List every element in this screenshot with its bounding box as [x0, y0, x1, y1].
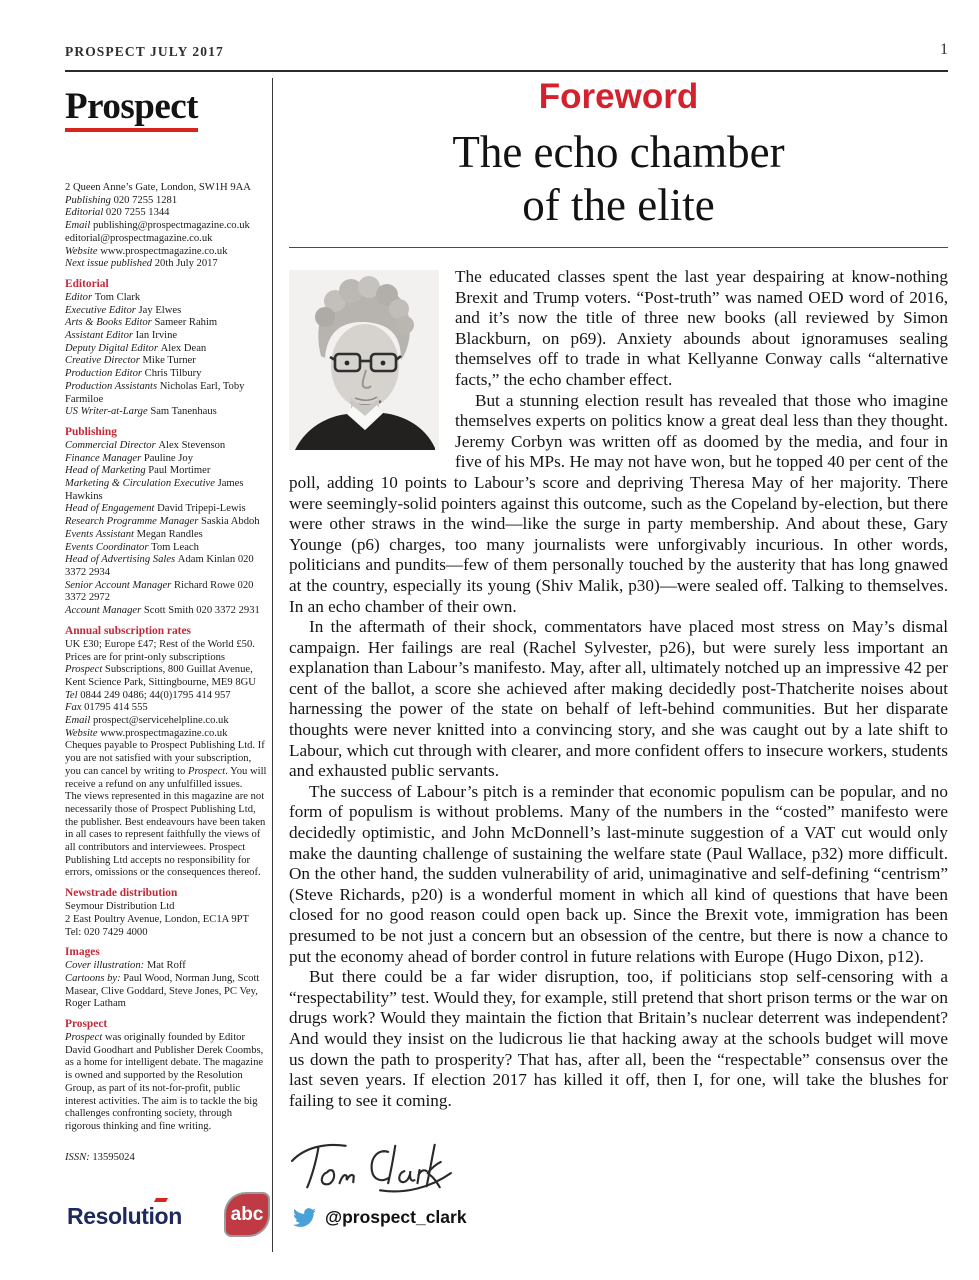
masthead-section	[65, 625, 269, 880]
masthead-line: Website www.prospectmagazine.co.uk	[65, 245, 228, 257]
masthead-line: Senior Account Manager Richard Rowe 020 3372 2972	[65, 579, 254, 604]
masthead-line: Arts & Books Editor Sameer Rahim	[65, 317, 218, 329]
masthead-line: Tel: 020 7429 4000	[65, 926, 148, 938]
masthead-line: Events Coordinator Tom Leach	[65, 541, 199, 553]
article-paragraph: In the aftermath of their shock, commentators have placed most stress on May’s dismal campaign. Her failings are real (Rachel Sylvester, p26), but were surely less important an explanation than Labour’s manifesto. May, after all, ultimately notched up an impressive 42 per cent of the ballot, a score she achieved after making decidedly post-Thatcherite noises about harnessing the power of the state on behalf of left-behind communities. But her disparate thoughts were never knitted into a convincing story, and she was caught out by a late shift to Labour, which cut through with clearer, and more confident offers to insecure workers, students and exhausted public servants.	[289, 617, 948, 781]
masthead-line: Editorial 020 7255 1344	[65, 207, 170, 219]
resolution-accent-mark	[153, 1198, 167, 1202]
abc-logo	[224, 1192, 270, 1237]
masthead-line: Executive Editor Jay Elwes	[65, 304, 182, 316]
masthead-section	[65, 946, 269, 1011]
signature-strokes	[289, 1134, 461, 1196]
masthead-line: Creative Director Mike Turner	[65, 355, 196, 367]
page-number: 1	[940, 41, 948, 58]
masthead-section	[65, 278, 269, 419]
masthead-line: ISSN: 13595024	[65, 1151, 135, 1163]
masthead-line: Email publishing@prospectmagazine.co.uk	[65, 220, 250, 232]
masthead-column	[65, 88, 269, 1164]
twitter-icon	[293, 1206, 316, 1229]
twitter-handle[interactable]: @prospect_clark	[325, 1207, 467, 1227]
twitter-row	[293, 1206, 467, 1229]
running-header: PROSPECT JULY 2017	[65, 44, 224, 59]
masthead-line: Cover illustration: Mat Roff	[65, 960, 186, 972]
article-title-line2: of the elite	[522, 180, 715, 230]
masthead-section-heading: Prospect	[65, 1018, 108, 1031]
masthead-line: Production Assistants Nicholas Earl, Toby Farmiloe	[65, 380, 245, 405]
masthead-sections	[65, 182, 269, 1164]
header-rule	[65, 70, 948, 72]
masthead-line: Research Programme Manager Saskia Abdoh	[65, 516, 260, 528]
article-paragraph: But there could be a far wider disruption, too, if politicians stop self-censoring with a “respectability” test. Would they, for example, still pretend that short prison terms or the war on drugs work? Would they maintain the fiction that Britain’s nuclear deterrent was independent? And would they insist on the ludicrous lie that hacking away at the schools budget will move us down the path to prosperity? That has, after all, been the “respectable” consensus over the last seven years. If election 2017 has killed it off, then I, for one, will take the blushes for failing to see it coming.	[289, 967, 948, 1110]
masthead-line: The views represented in this magazine are not necessarily those of Prospect Publishing Ltd, the publisher. Best endeavours have been taken in all cases to represent faithfully the views of all contributors and interviewees. Prospect Publishing Ltd accepts no responsibility for errors, omissions or the consequences thereof.	[65, 791, 266, 879]
masthead-line: Finance Manager Pauline Joy	[65, 452, 193, 464]
masthead-line: Deputy Digital Editor Alex Dean	[65, 342, 207, 354]
masthead-line: UK £30; Europe £47; Rest of the World £50. Prices are for print-only subscriptions	[65, 638, 255, 663]
masthead-line: Head of Marketing Paul Mortimer	[65, 465, 211, 477]
masthead-section	[65, 1018, 269, 1134]
masthead-line: Marketing & Circulation Executive James Hawkins	[65, 478, 244, 502]
masthead-line: Website www.prospectmagazine.co.uk	[65, 727, 228, 739]
masthead-section-heading: Newstrade distribution	[65, 887, 178, 900]
article-column	[289, 76, 948, 1111]
masthead-line: Email prospect@servicehelpline.co.uk	[65, 715, 229, 727]
masthead-line: Commercial Director Alex Stevenson	[65, 439, 226, 451]
article-paragraph: But a stunning election result has revealed that those who imagine themselves experts on politics know a great deal less than they thought. Jeremy Corbyn was written off as doomed by the media, and four in five of his MPs. He may not have won, but he topped 40 per cent of the poll, adding 10 points to Labour’s score and depriving Theresa May of her majority. There were seemingly-solid pointers against this outcome, such as the Copeland by-election, but there were other straws in the wind—like the surge in party membership. And about these, Gary Younge (p6) charges, too many journalists were unforgivably incurious. In other words, politicians and pundits—few of them personally touched by the austerity that has long gnawed at the country, especially its young (Shiv Malik, p30)—were sealed off. Talking to themselves. In an echo chamber of their own.	[289, 390, 948, 616]
masthead-line: Editor Tom Clark	[65, 291, 141, 303]
masthead-line: Seymour Distribution Ltd	[65, 901, 175, 913]
article-title-line1: The echo chamber	[452, 127, 785, 177]
masthead-section	[65, 887, 269, 939]
article-kicker: Foreword	[538, 77, 699, 116]
masthead-line: Cheques payable to Prospect Publishing Ltd. If you are not satisfied with your subscription, you can cancel by writing to Prospect. You will receive a refund on any unfulfilled issues.	[65, 740, 267, 790]
masthead-line: Head of Engagement David Tripepi-Lewis	[65, 503, 246, 515]
article-title	[289, 126, 948, 232]
masthead-line: Next issue published 20th July 2017	[65, 258, 218, 270]
masthead-line: Prospect was originally founded by Editor David Goodhart and Publisher Derek Coombs, as a home for intelligent debate. The magazine is owned and supported by the Resolution Group, as part of its not-for-profit, public interest activities. The aim is to tackle the big challenges confronting society, through rigorous thinking and fine writing.	[65, 1032, 264, 1132]
masthead-line: Account Manager Scott Smith 020 3372 2931	[65, 605, 260, 617]
article-paragraph: The educated classes spent the last year despairing at know-nothing Brexit and Trump voters. “Post-truth” was named OED word of 2016, and it’s now the title of three new books (all reviewed by Simon Blackburn, on p69). Anxiety abounds about ignoramuses sealing themselves off to trade in what Kellyanne Conway calls “alternative facts,” the echo chamber effect.	[455, 267, 948, 389]
resolution-text-post: n	[168, 1203, 182, 1229]
masthead-line: editorial@prospectmagazine.co.uk	[65, 232, 213, 244]
masthead-line: Head of Advertising Sales Adam Kinlan 020 3372 2934	[65, 554, 254, 578]
masthead-line: Events Assistant Megan Randles	[65, 528, 203, 540]
masthead-section-heading: Annual subscription rates	[65, 624, 191, 637]
author-signature	[289, 1134, 461, 1196]
title-rule	[289, 247, 948, 248]
resolution-accented-letter: o	[155, 1203, 169, 1230]
masthead-line: Fax 01795 414 555	[65, 702, 148, 714]
masthead-section	[65, 426, 269, 618]
article-body	[289, 267, 948, 1111]
masthead-line: Production Editor Chris Tilbury	[65, 368, 202, 380]
resolution-text-pre: Resoluti	[67, 1203, 155, 1229]
masthead-line: 2 East Poultry Avenue, London, EC1A 9PT	[65, 913, 250, 925]
masthead-section	[65, 1152, 269, 1165]
column-divider	[272, 78, 273, 1252]
masthead-line: Assistant Editor Ian Irvine	[65, 330, 178, 342]
abc-logo-text: abc	[230, 1203, 264, 1225]
masthead-line: Prospect Subscriptions, 800 Guillat Avenue, Kent Science Park, Sittingbourne, ME9 8GU	[65, 664, 256, 688]
masthead-line: Publishing 020 7255 1281	[65, 194, 178, 206]
resolution-logo	[67, 1203, 182, 1230]
article-paragraph: The success of Labour’s pitch is a reminder that economic populism can be popular, and no form of populism is without problems. Many of the numbers in the “costed” manifesto were decidedly optimistic, and John McDonnell’s last-minute suggestion of a VAT cut would only make the daunting challenge of sustaining the welfare state (Paul Wallace, p32) more difficult. On the other hand, the sudden vulnerability of arid, unimaginative and self-defining “centrism” (Steve Richards, p20) is a wonderful moment in which all kind of questions that have been closed for no good reason could open back up. Since the Brexit vote, immigration has been presumed to be not just a concern but an obsession of the centre, but there is now a chance to put the economy ahead of border control in future relations with Europe (Hugo Dixon, p12).	[289, 781, 948, 966]
masthead-section-heading: Publishing	[65, 425, 117, 438]
masthead-section	[65, 182, 269, 271]
masthead-line: Cartoons by: Paul Wood, Norman Jung, Scott Masear, Clive Goddard, Steve Jones, PC Vey, Roger Latham	[65, 972, 260, 1010]
author-photo	[289, 270, 439, 450]
masthead-section-heading: Editorial	[65, 277, 109, 290]
author-photo-illustration	[289, 270, 439, 450]
prospect-logo: Prospect	[65, 88, 198, 132]
masthead-line: 2 Queen Anne’s Gate, London, SW1H 9AA	[65, 182, 251, 193]
masthead-section-heading: Images	[65, 946, 100, 959]
masthead-line: Tel 0844 249 0486; 44(0)1795 414 957	[65, 689, 231, 701]
masthead-line: US Writer-at-Large Sam Tanenhaus	[65, 406, 217, 418]
